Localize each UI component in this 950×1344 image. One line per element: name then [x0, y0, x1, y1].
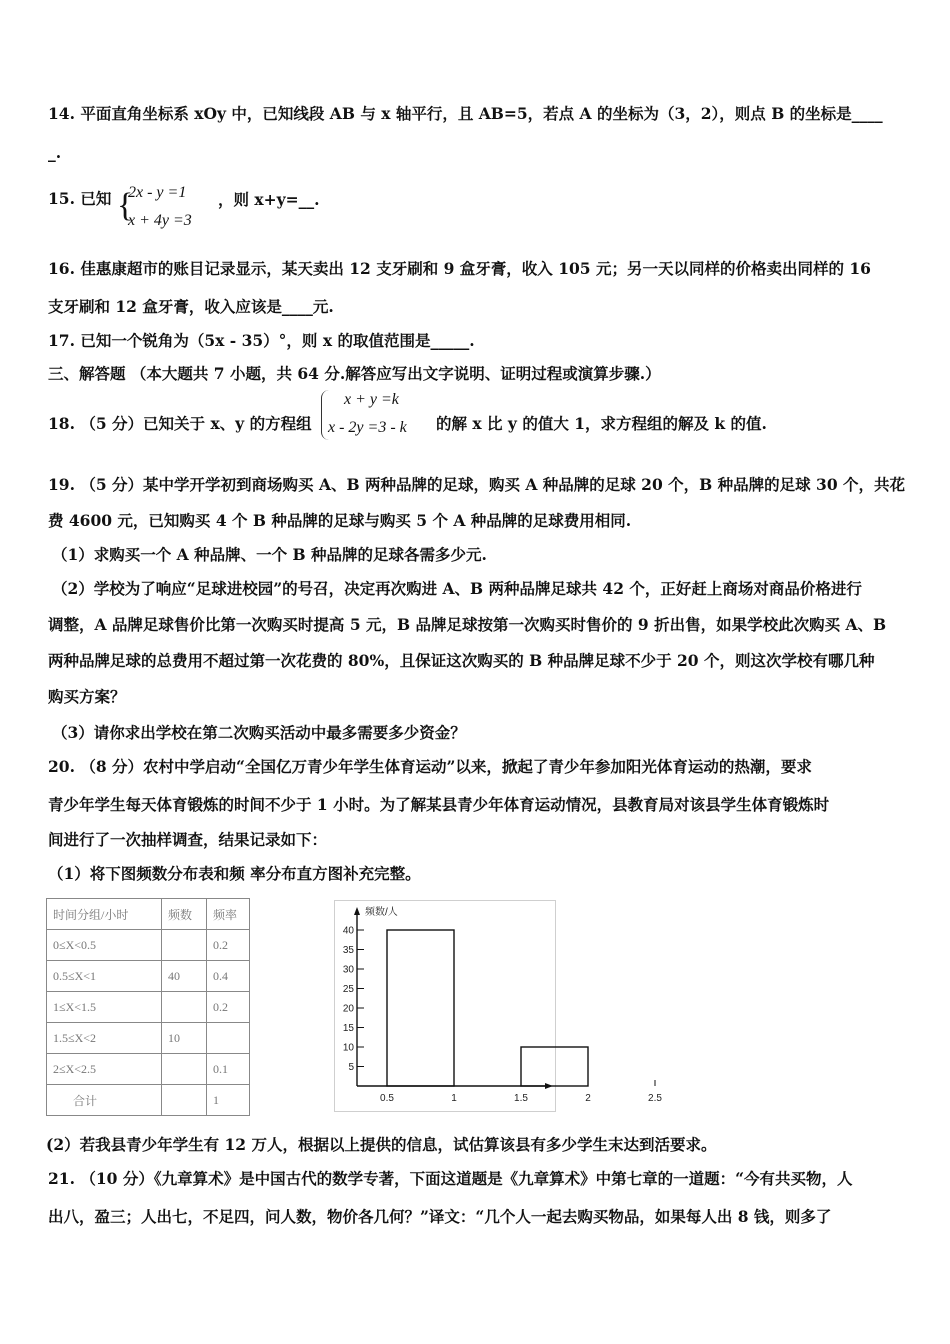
x-tick-label: 0.5	[380, 1093, 394, 1104]
table-cell	[207, 1023, 250, 1054]
x-tick-label: 2	[585, 1093, 591, 1104]
q16-line2: 支牙刷和 12 盒牙膏，收入应该是____元.	[48, 297, 334, 316]
q20-line-1: 20. （8 分）农村中学启动“全国亿万青少年学生体育运动”以来，掀起了青少年参加阳光体育运动的热潮，要求	[48, 757, 812, 776]
table-cell: 1	[207, 1085, 250, 1116]
q16-line1: 16. 佳惠康超市的账目记录显示，某天卖出 12 支牙刷和 9 盒牙膏，收入 105 元；另一天以同样的价格卖出同样的 16	[48, 259, 871, 278]
table-header-cell: 频数	[162, 899, 207, 930]
x-tick-label: 1.5	[514, 1093, 528, 1104]
table-cell	[162, 992, 207, 1023]
table-cell: 0.1	[207, 1054, 250, 1085]
y-axis-label: 频数/人	[365, 907, 398, 918]
table-header-cell: 时间分组/小时	[47, 899, 162, 930]
q19-part-2-line-4: 购买方案？	[48, 687, 126, 706]
table-cell: 10	[162, 1023, 207, 1054]
q20-line-2: 青少年学生每天体育锻炼的时间不少于 1 小时。为了解某县青少年体育运动情况，县教育局对该县学生体育锻炼时	[48, 795, 830, 814]
frequency-histogram	[335, 901, 662, 1111]
table-cell: 0.4	[207, 961, 250, 992]
histogram-bar	[521, 1047, 588, 1086]
y-tick-label: 40	[342, 925, 354, 937]
q20-line-3: 间进行了一次抽样调查，结果记录如下：	[48, 830, 328, 849]
q18-equation-2: x - 2y =3 - k	[328, 419, 407, 436]
table-cell: 0≤X<0.5	[47, 930, 162, 961]
q20-part-2: (2）若我县青少年学生有 12 万人，根据以上提供的信息，试估算该县有多少学生末达到活要求。	[46, 1135, 717, 1154]
table-cell: 2≤X<2.5	[47, 1054, 162, 1085]
q18-equation-1: x + y =k	[344, 391, 399, 408]
table-cell: 40	[162, 961, 207, 992]
y-tick-label: 15	[342, 1023, 354, 1034]
q19-part-2-line-2: 调整，A 品牌足球售价比第一次购买时提高 5 元，B 品牌足球按第一次购买时售价的 9 折出售，如果学校此次购买 A、B	[48, 615, 887, 634]
y-tick-label: 20	[342, 1003, 354, 1015]
q19-part-3: （3）请你求出学校在第二次购买活动中最多需要多少资金？	[52, 723, 466, 742]
q19-part-2-line-1: （2）学校为了响应“足球进校园”的号召，决定再次购进 A、B 两种品牌足球共 42 个，正好赶上商场对商品价格进行	[52, 579, 862, 598]
table-cell: 0.2	[207, 992, 250, 1023]
q20-part-1: （1）将下图频数分布表和频 率分布直方图补充完整。	[48, 864, 421, 883]
x-tick-label: 1	[451, 1093, 457, 1104]
table-cell: 1.5≤X<2	[47, 1023, 162, 1054]
q15-suffix: ，则 x+y=__.	[218, 190, 320, 209]
q19-part-1: （1）求购买一个 A 种品牌、一个 B 种品牌的足球各需多少元.	[52, 545, 487, 564]
table-cell: 1≤X<1.5	[47, 992, 162, 1023]
q19-line-1: 19. （5 分）某中学开学初到商场购买 A、B 两种品牌的足球，购买 A 种品牌的足球 20 个，B 种品牌的足球 30 个，共花	[48, 475, 906, 494]
table-cell	[162, 930, 207, 961]
table-row	[47, 992, 250, 1023]
histogram-bar	[387, 930, 454, 1086]
section-3-heading: 三、解答题 （本大题共 7 小题，共 64 分.解答应写出文字说明、证明过程或演算步骤.）	[48, 364, 661, 383]
q15-equation-1: 2x - y =1	[128, 184, 187, 201]
table-row	[47, 1085, 250, 1116]
q15-equation-2: x + 4y =3	[128, 212, 192, 229]
q18-prefix: 18. （5 分）已知关于 x、y 的方程组	[48, 414, 312, 433]
table-cell: 0.5≤X<1	[47, 961, 162, 992]
q14-line1: 14. 平面直角坐标系 xOy 中，已知线段 AB 与 x 轴平行，且 AB=5，若点 A 的坐标为（3，2），则点 B 的坐标是____	[48, 104, 883, 123]
table-row	[47, 1054, 250, 1085]
table-row	[47, 930, 250, 961]
q21-line-2: 出八，盈三；人出七，不足四，问人数，物价各几何？”译文：“几个人一起去购买物品，如果每人出 8 钱，则多了	[48, 1207, 832, 1226]
table-header-row	[47, 899, 250, 930]
q19-part-2-line-3: 两种品牌足球的总费用不超过第一次花费的 80%，且保证这次购买的 B 种品牌足球不少于 20 个，则这次学校有哪几种	[48, 651, 875, 670]
q19-line-2: 费 4600 元，已知购买 4 个 B 种品牌的足球与购买 5 个 A 种品牌的足球费用相同.	[48, 511, 632, 530]
y-tick-label: 10	[342, 1042, 354, 1054]
y-tick-label: 30	[342, 964, 354, 976]
y-tick-label: 25	[342, 984, 354, 995]
y-axis-arrow	[354, 907, 360, 915]
x-tick-label: 2.5	[648, 1093, 662, 1104]
q18-suffix: 的解 x 比 y 的值大 1，求方程组的解及 k 的值.	[436, 414, 767, 433]
table-cell: 合计	[47, 1085, 162, 1116]
table-header-cell: 频率	[207, 899, 250, 930]
histogram-frame	[334, 900, 662, 1112]
table-cell	[162, 1085, 207, 1116]
table-cell: 0.2	[207, 930, 250, 961]
q17-text: 17. 已知一个锐角为（5x - 35）°，则 x 的取值范围是_____.	[48, 331, 475, 350]
y-tick-label: 5	[348, 1062, 354, 1073]
q15-prefix: 15. 已知	[48, 189, 112, 208]
y-tick-label: 35	[342, 945, 354, 956]
table-cell	[162, 1054, 207, 1085]
q21-line-1: 21. （10 分）《九章算术》是中国古代的数学专著，下面这道题是《九章算术》中第七章的一道题：“今有共买物，人	[48, 1169, 853, 1188]
table-row	[47, 961, 250, 992]
q15-brace: {	[117, 187, 134, 224]
table-row	[47, 1023, 250, 1054]
q14-line2: _.	[48, 143, 62, 162]
frequency-table	[46, 898, 250, 1116]
